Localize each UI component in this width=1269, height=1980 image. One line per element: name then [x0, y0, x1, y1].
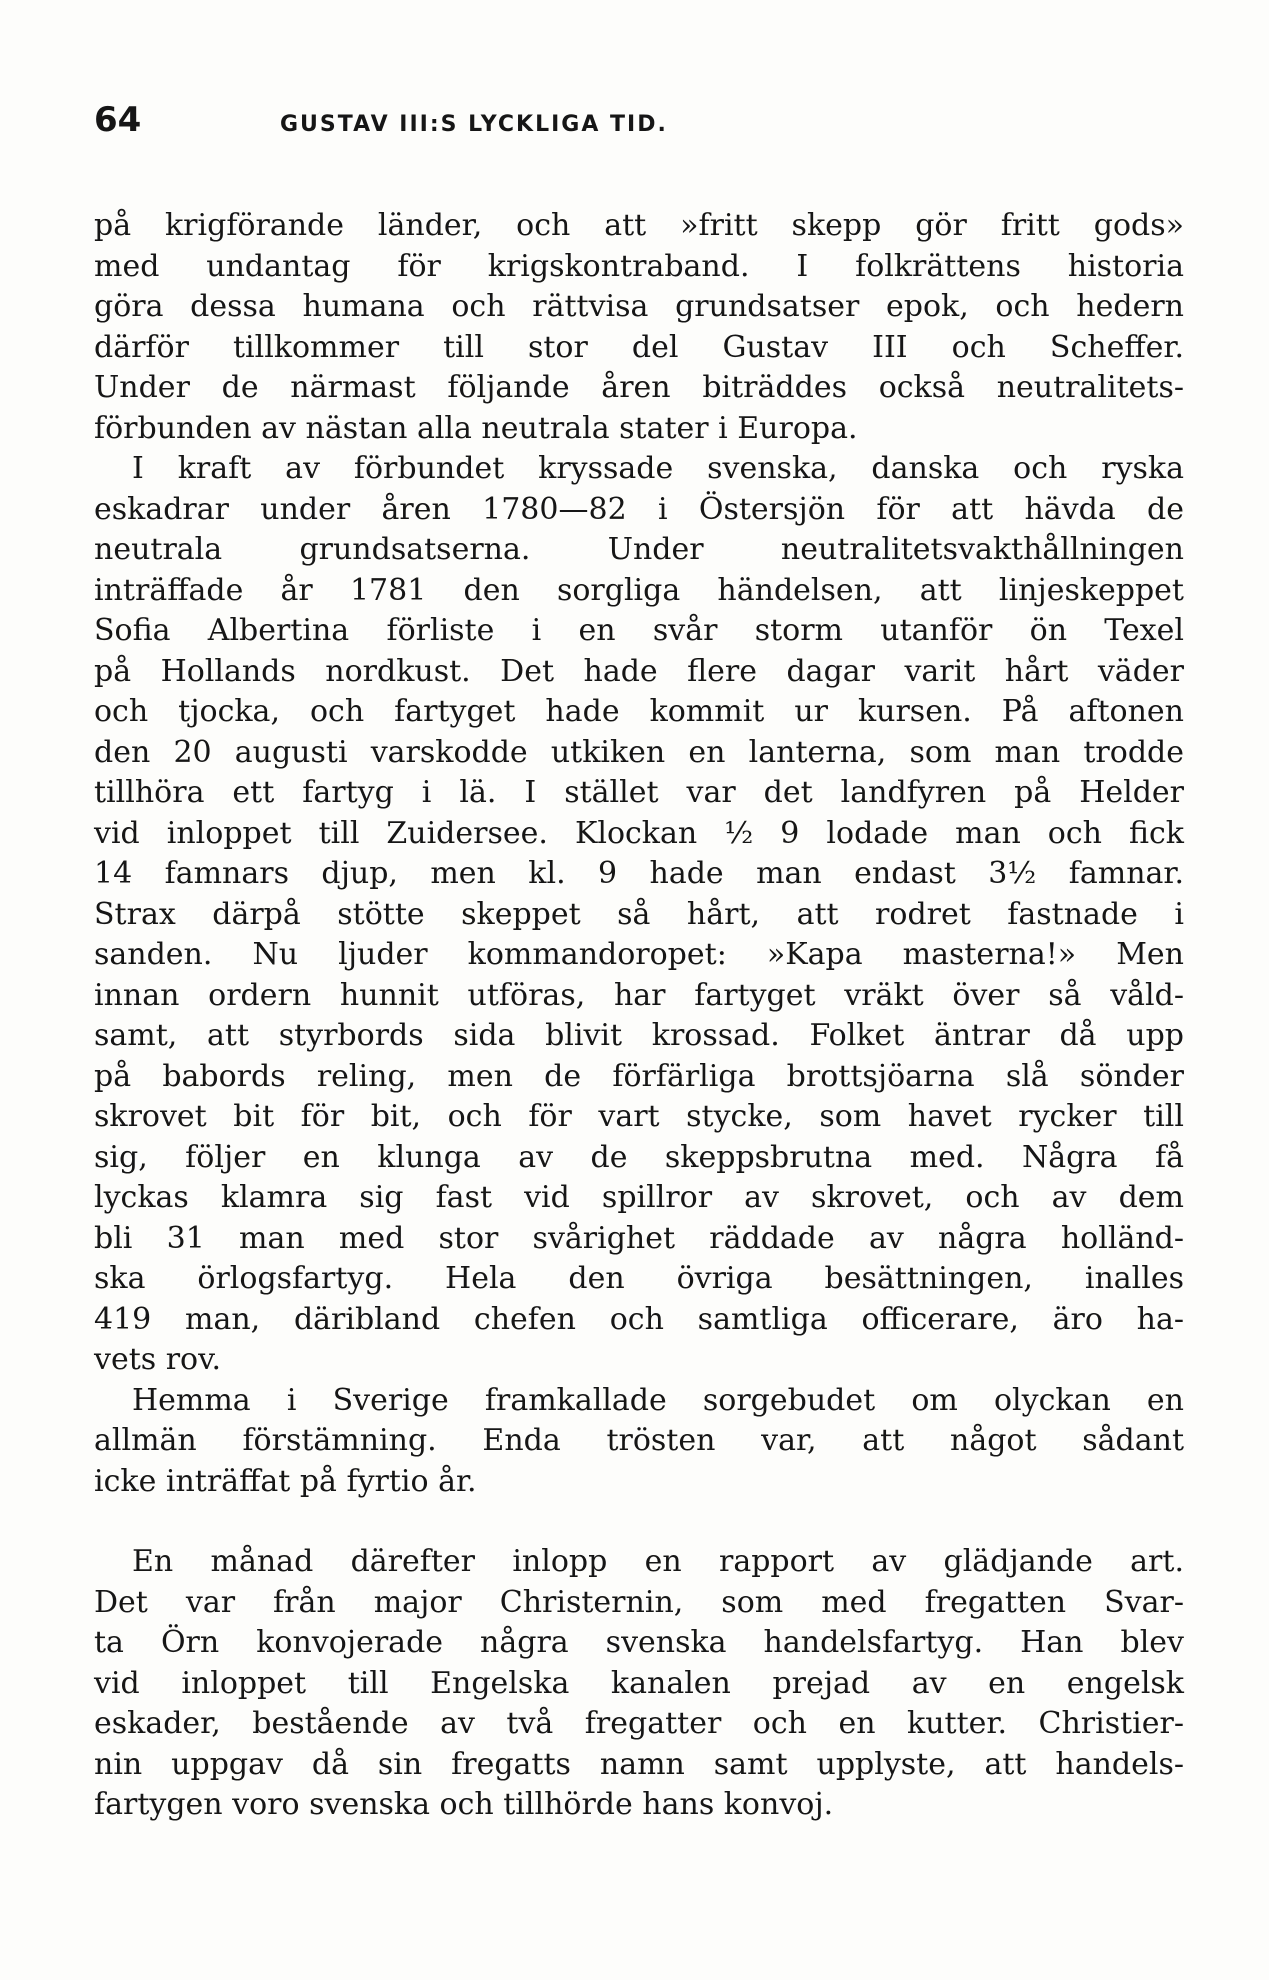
page-number: 64	[94, 100, 142, 140]
text-line: inträffade år 1781 den sorgliga händelsen, att linjeskeppet	[94, 572, 1184, 608]
text-line: göra dessa humana och rättvisa grundsatser epok, och hedern	[94, 289, 1184, 324]
text-line: tillhöra ett fartyg i lä. I stället var det landfyren på Helder	[94, 775, 1184, 810]
text-line: icke inträffat på fyrtio år.	[94, 1463, 477, 1499]
text-line: skrovet bit för bit, och för vart stycke, som havet rycker till	[94, 1099, 1184, 1134]
text-line: på babords reling, men de förfärliga brottsjöarna slå sönder	[94, 1058, 1184, 1094]
text-line: med undantag för krigskontraband. I folkrättens historia	[94, 248, 1184, 284]
text-line: bli 31 man med stor svårighet räddade av några holländ-	[94, 1220, 1184, 1256]
text-line: vets rov.	[94, 1342, 222, 1377]
text-line: därför tillkommer till stor del Gustav III och Scheffer.	[94, 329, 1184, 365]
text-line: vid inloppet till Engelska kanalen prejad av en engelsk	[94, 1665, 1184, 1701]
text-line: 419 man, däribland chefen och samtliga officerare, äro ha-	[94, 1301, 1184, 1337]
body-text	[94, 206, 1184, 1826]
text-line: sanden. Nu ljuder kommandoropet: »Kapa masterna!» Men	[94, 937, 1184, 972]
text-line: nin uppgav då sin fregatts namn samt upplyste, att handels-	[94, 1746, 1184, 1782]
running-title: GUSTAV III:S LYCKLIGA TID.	[280, 112, 668, 137]
text-line: eskader, bestående av två fregatter och en kutter. Christier-	[94, 1706, 1184, 1741]
paragraph	[94, 449, 1184, 1381]
text-line: En månad därefter inlopp en rapport av glädjande art.	[132, 1544, 1184, 1579]
text-line: den 20 augusti varskodde utkiken en lanterna, som man trodde	[94, 734, 1184, 770]
text-line: Det var från major Christernin, som med fregatten Svar-	[94, 1584, 1184, 1620]
text-line: ska örlogsfartyg. Hela den övriga besättningen, inalles	[94, 1261, 1184, 1296]
text-line: fartygen voro svenska och tillhörde hans konvoj.	[94, 1787, 834, 1822]
text-line: neutrala grundsatserna. Under neutralitetsvakthållningen	[94, 532, 1184, 567]
text-line: eskadrar under åren 1780—82 i Östersjön för att hävda de	[94, 491, 1184, 527]
text-line: 14 famnars djup, men kl. 9 hade man endast 3½ famnar.	[94, 856, 1184, 891]
text-line: lyckas klamra sig fast vid spillror av skrovet, och av dem	[94, 1180, 1184, 1215]
text-line: förbunden av nästan alla neutrala stater i Europa.	[94, 410, 858, 446]
text-line: på krigförande länder, och att »fritt skepp gör fritt gods»	[94, 208, 1184, 243]
text-line: och tjocka, och fartyget hade kommit ur kursen. På aftonen	[94, 694, 1184, 729]
text-line: samt, att styrbords sida blivit krossad. Folket äntrar då upp	[94, 1018, 1184, 1053]
paragraph	[94, 1381, 1184, 1503]
text-line: Under de närmast följande åren biträddes också neutralitets-	[94, 370, 1184, 405]
book-page	[94, 100, 1184, 1826]
text-line: I kraft av förbundet kryssade svenska, danska och ryska	[132, 451, 1184, 486]
text-line: vid inloppet till Zuidersee. Klockan ½ 9 lodade man och fick	[94, 815, 1184, 851]
paragraph	[94, 1542, 1184, 1826]
text-line: ta Örn konvojerade några svenska handelsfartyg. Han blev	[94, 1625, 1184, 1660]
text-line: Sofia Albertina förliste i en svår storm utanför ön Texel	[94, 613, 1184, 648]
text-line: Hemma i Sverige framkallade sorgebudet om olyckan en	[132, 1382, 1184, 1418]
paragraph	[94, 206, 1184, 449]
page-header	[94, 100, 1184, 150]
text-line: på Hollands nordkust. Det hade flere dagar varit hårt väder	[94, 653, 1184, 689]
text-line: allmän förstämning. Enda trösten var, att något sådant	[94, 1423, 1184, 1458]
text-line: sig, följer en klunga av de skeppsbrutna med. Några få	[94, 1139, 1184, 1175]
text-line: Strax därpå stötte skeppet så hårt, att rodret fastnade i	[94, 896, 1184, 932]
text-line: innan ordern hunnit utföras, har fartyget vräkt över så våld-	[94, 977, 1184, 1013]
